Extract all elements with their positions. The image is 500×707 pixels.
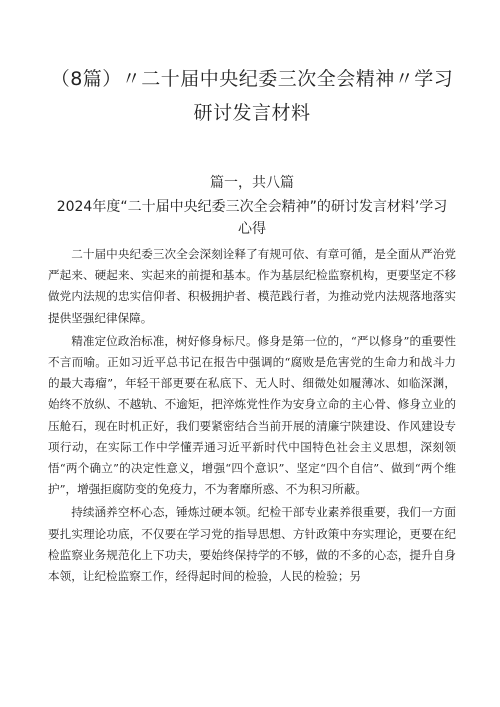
body-paragraph: 精准定位政治标准，树好修身标尺。修身是第一位的，“严以修身”的重要性不言而喻。正如习近平总书记在报告中强调的“腐败是危害党的生命力和战斗力的最大毒瘤”，年轻干部更要在私底下、无人时、细微处如履薄冰、如临深渊，始终不放纵、不越轨、不逾矩，把淬炼党性作为安身立命的主心骨、修身立业的压舱石，现在时机正好，我们要紧密结合当前开展的清廉宁陕建设、作风建设专项行动，在实际工作中学懂弄通习近平新时代中国特色社会主义思想，深刻领悟“两个确立”的决定性意义，增强“四个意识”、坚定“四个自信”、做到“两个维护”，增强拒腐防变的免疫力，不为奢靡所惑、不为积习所蔽。 xyxy=(48,333,456,497)
body-paragraph: 二十届中央纪委三次全会深刻诠释了有规可依、有章可循，是全面从严治党严起来、硬起来、实起来的前提和基本。作为基层纪检监察机构，更要坚定不移做党内法规的忠实信仰者、积极拥护者、模范践行者，为推动党内法规落地落实提供坚强纪律保障。 xyxy=(48,247,456,325)
body-paragraph: 持续涵养空杯心态，锤炼过硬本领。纪检干部专业素养很重要，我们一方面要扎实理论功底，不仅要在学习党的指导思想、方针政策中夯实理论，更要在纪检监察业务规范化上下功夫，要始终保持学的不够，做的不多的心态，提升自身本领，让纪检监察工作，经得起时间的检验，人民的检验；另 xyxy=(48,505,456,584)
section-subtitle: 2024年度“二十届中央纪委三次全会精神”的研讨发言材料’学习心得 xyxy=(56,199,448,237)
document-title: （8篇）〃二十届中央纪委三次全会精神〃学习研讨发言材料 xyxy=(50,68,454,124)
section-heading: 篇一，共八篇 xyxy=(210,175,294,191)
